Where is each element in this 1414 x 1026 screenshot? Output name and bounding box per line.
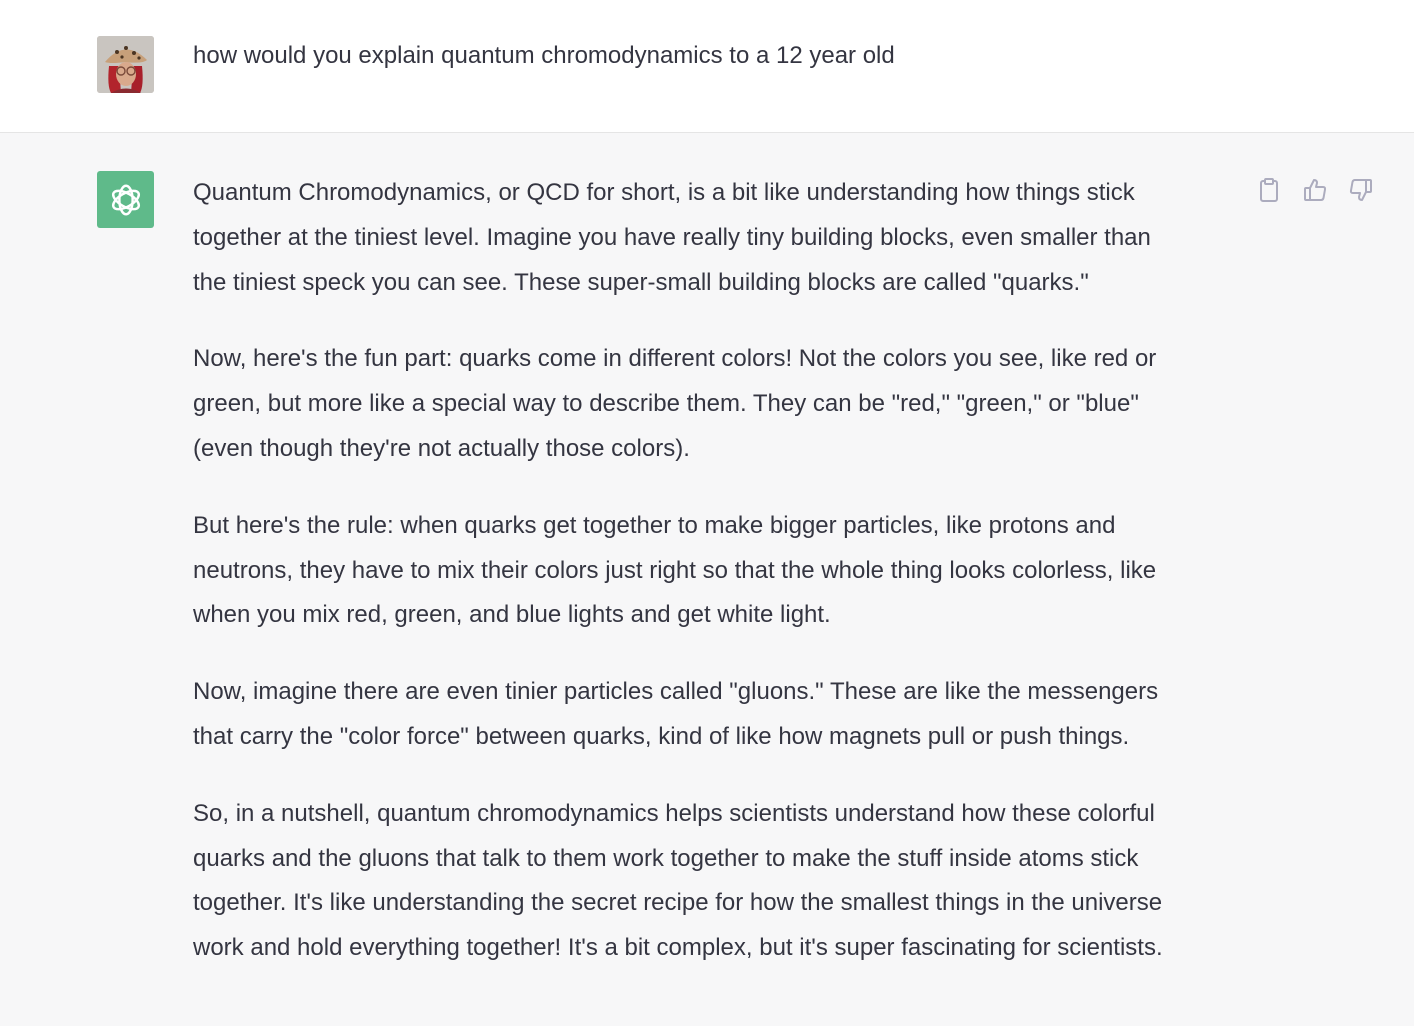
response-line: Quantum Chromodynamics, or QCD for short, is a bit like understanding how things stick — [193, 179, 1135, 206]
response-line: together. It's like understanding the secret recipe for how the smallest things in the universe — [193, 889, 1163, 917]
response-line: (even though they're not actually those colors). — [193, 434, 690, 462]
response-paragraph — [193, 670, 1238, 760]
assistant-message-row — [0, 133, 1414, 1026]
response-paragraph — [193, 171, 1238, 305]
response-line: work and hold everything together! It's a bit complex, but it's super fascinating for scientists. — [193, 934, 1163, 962]
user-avatar — [97, 36, 154, 93]
response-line: Now, here's the fun part: quarks come in different colors! Not the colors you see, like red or — [193, 345, 1157, 373]
response-paragraph — [193, 337, 1238, 471]
copy-button[interactable] — [1254, 175, 1284, 205]
response-line: together at the tiniest level. Imagine you have really tiny building blocks, even smaller than — [193, 223, 1151, 251]
response-line: quarks and the gluons that talk to them work together to make the stuff inside atoms stick — [193, 844, 1139, 872]
response-paragraph — [193, 792, 1238, 971]
message-actions — [1254, 175, 1376, 205]
thumbs-down-icon — [1348, 177, 1374, 203]
openai-logo-icon — [107, 181, 145, 219]
thumbs-up-icon — [1302, 177, 1328, 203]
assistant-response — [193, 171, 1238, 1003]
response-line: when you mix red, green, and blue lights and get white light. — [193, 601, 831, 629]
response-line: neutrons, they have to mix their colors just right so that the whole thing looks colorless, like — [193, 556, 1157, 584]
user-message-row — [0, 0, 1414, 133]
response-line: that carry the "color force" between quarks, kind of like how magnets pull or push things. — [193, 722, 1130, 750]
response-line: So, in a nutshell, quantum chromodynamics helps scientists understand how these colorful — [193, 799, 1155, 827]
user-avatar-image — [97, 36, 154, 93]
chatgpt-logo-icon — [97, 171, 154, 228]
response-line: But here's the rule: when quarks get together to make bigger particles, like protons and — [193, 511, 1116, 539]
thumbs-up-button[interactable] — [1300, 175, 1330, 205]
response-line: Now, imagine there are even tinier particles called "gluons." These are like the messengers — [193, 678, 1159, 706]
clipboard-icon — [1257, 177, 1281, 203]
response-paragraph — [193, 504, 1238, 638]
response-line: green, but more like a special way to describe them. They can be "red," "green," or "blue" — [193, 390, 1139, 418]
user-message-text: how would you explain quantum chromodynamics to a 12 year old — [193, 42, 895, 69]
thumbs-down-button[interactable] — [1346, 175, 1376, 205]
response-line: the tiniest speck you can see. These super-small building blocks are called "quarks." — [193, 268, 1089, 296]
